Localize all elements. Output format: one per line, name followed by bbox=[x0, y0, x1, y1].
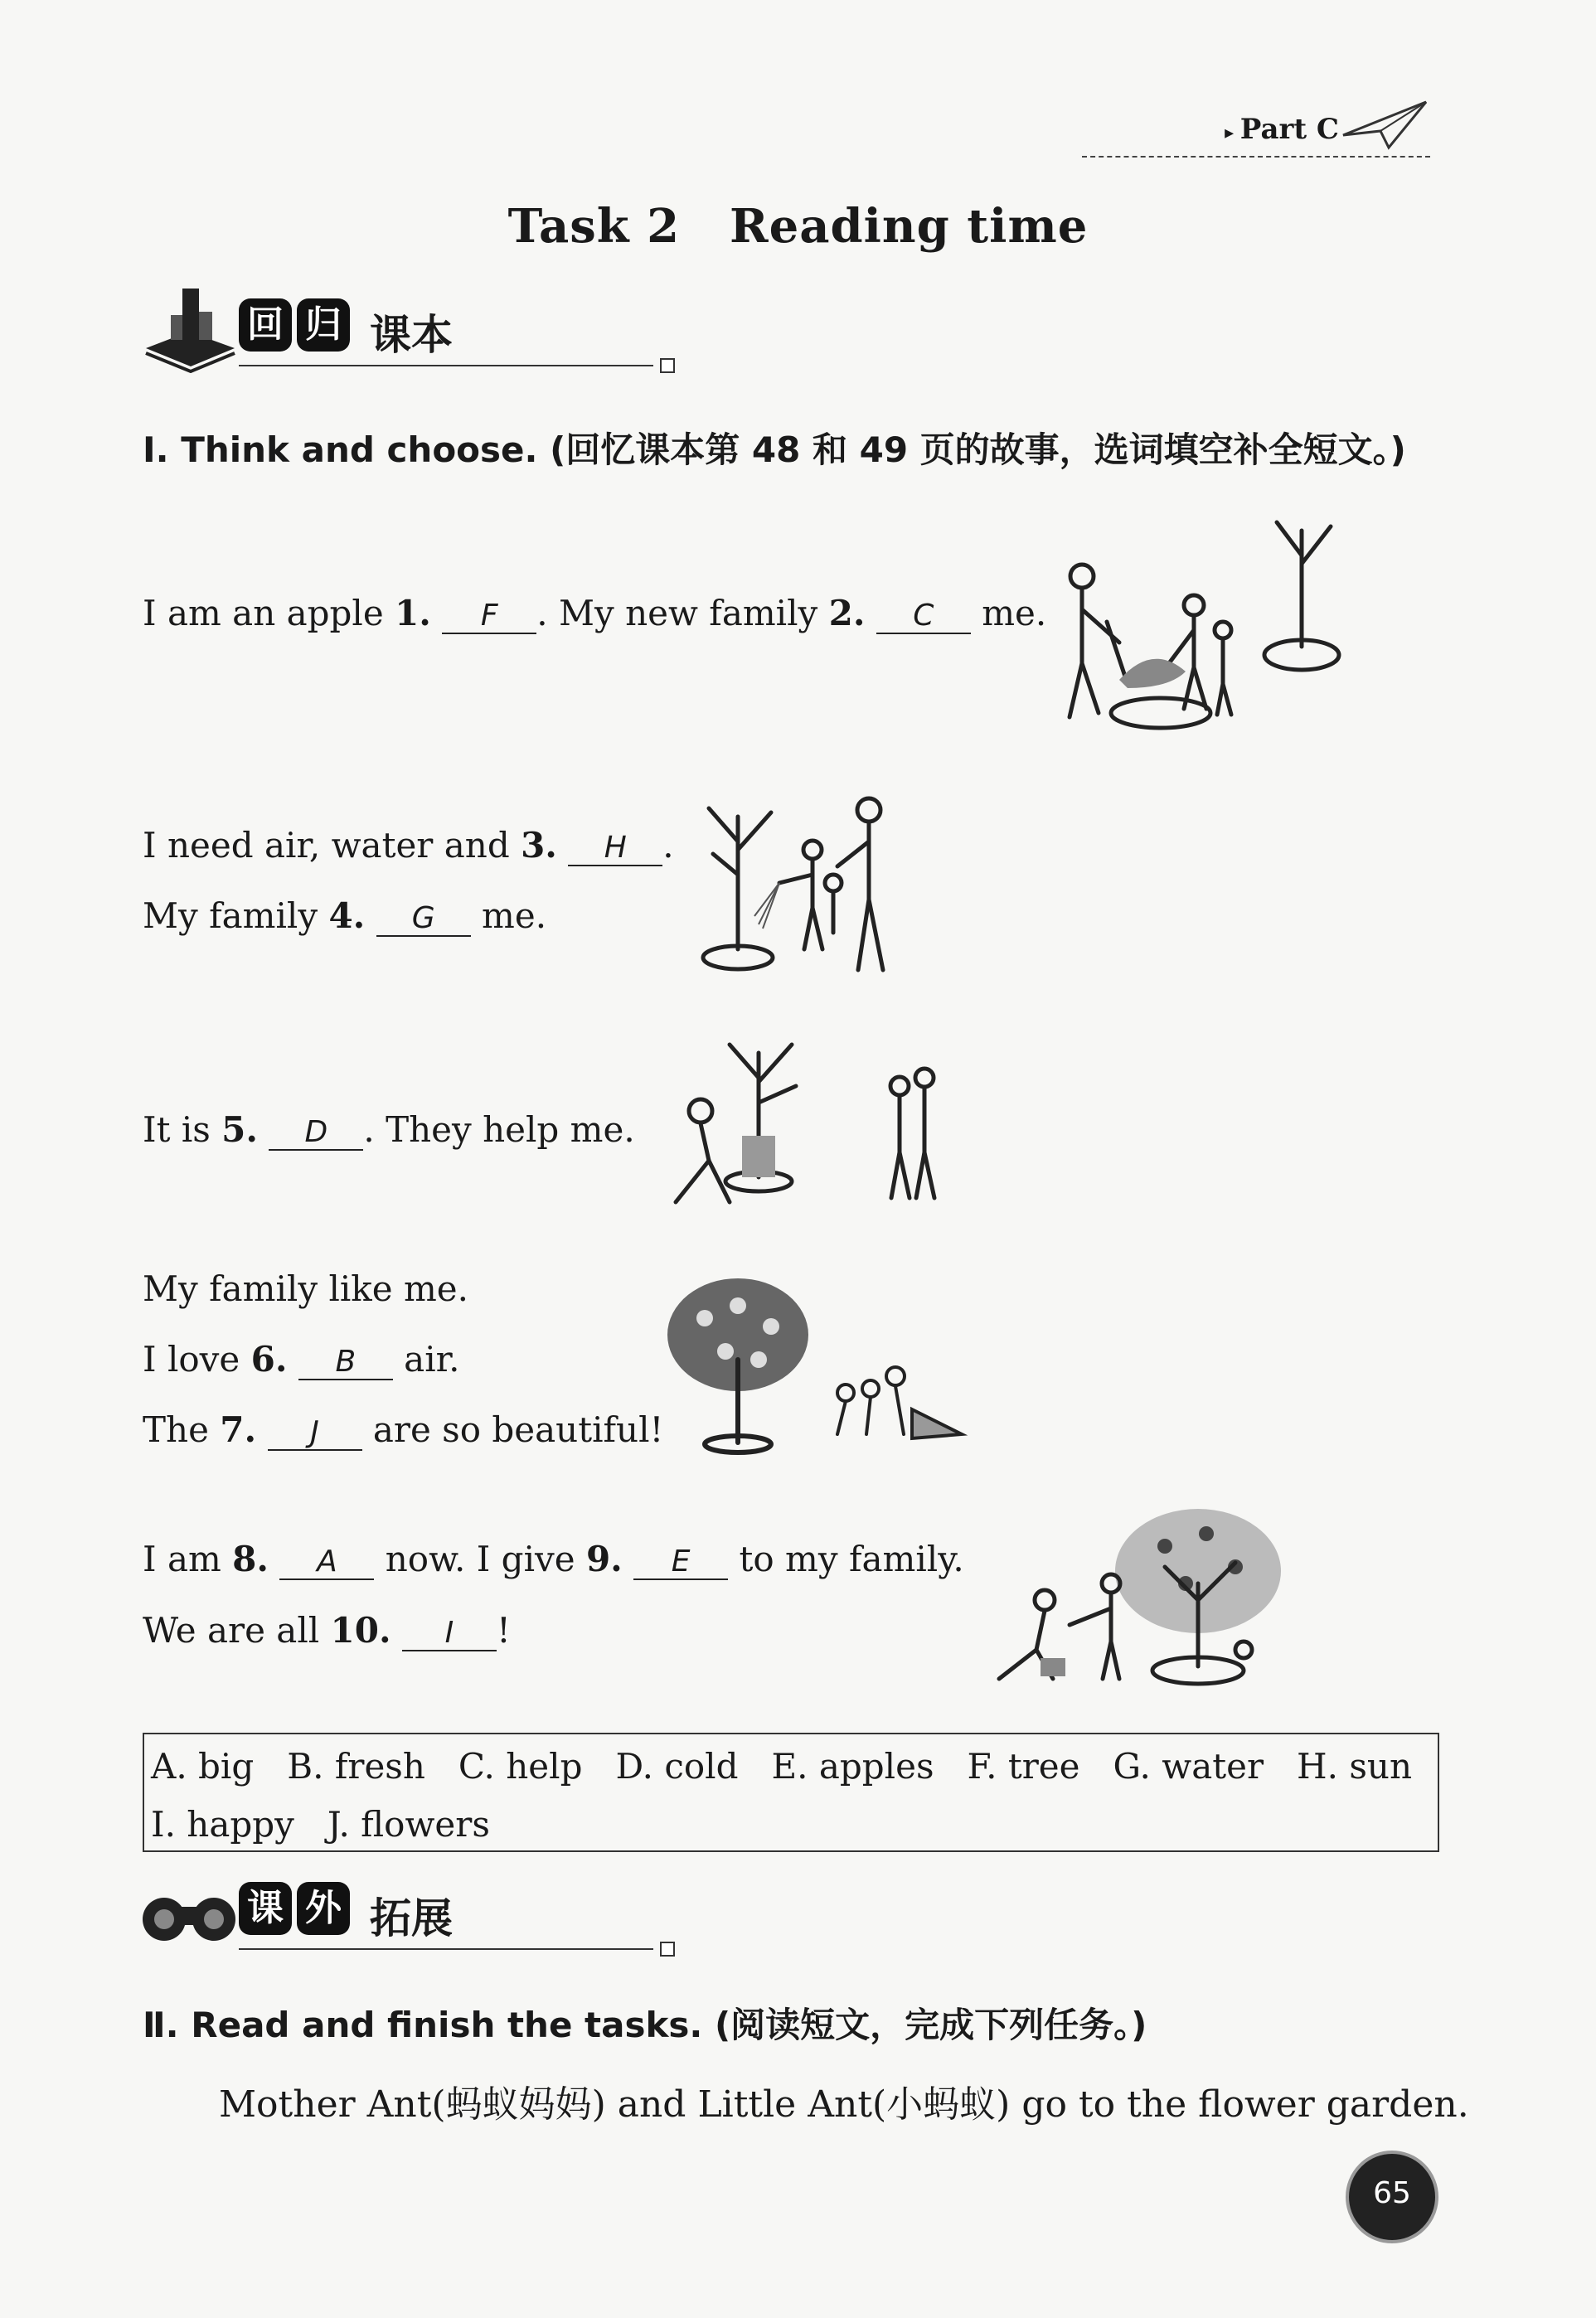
option-c: C. help bbox=[458, 1746, 583, 1787]
option-b: B. fresh bbox=[287, 1746, 425, 1787]
badge-square-icon bbox=[660, 1942, 675, 1957]
badge-char: 回 bbox=[239, 298, 292, 352]
blank-number: 7. bbox=[220, 1409, 257, 1450]
text: I am an apple bbox=[143, 593, 395, 633]
text: The bbox=[143, 1409, 221, 1450]
text: I need air, water and bbox=[143, 825, 521, 866]
badge-word: 课本 bbox=[370, 311, 453, 359]
header-rule bbox=[1082, 156, 1430, 158]
text: I am bbox=[143, 1539, 233, 1579]
blank-number: 5. bbox=[221, 1109, 259, 1150]
badge-char: 外 bbox=[297, 1882, 350, 1935]
text: . My new family bbox=[536, 593, 829, 633]
text: to my family. bbox=[728, 1539, 964, 1579]
text: . bbox=[662, 825, 674, 866]
story-line-3 bbox=[143, 895, 546, 937]
blank-number: 2. bbox=[828, 593, 866, 633]
text: We are all bbox=[143, 1610, 331, 1651]
badge-square-icon bbox=[660, 358, 675, 373]
story-line-2 bbox=[143, 825, 674, 866]
answer-blank-3[interactable]: H bbox=[568, 832, 662, 866]
apple-tree-family-illustration bbox=[987, 1501, 1285, 1691]
badge-chars bbox=[239, 1882, 350, 1935]
blank-number: 10. bbox=[330, 1610, 391, 1651]
text: I love bbox=[143, 1339, 251, 1380]
badge-char: 课 bbox=[239, 1882, 292, 1935]
option-i: I. happy bbox=[151, 1804, 294, 1845]
task-number: Task 2 bbox=[507, 199, 681, 254]
story-line-8 bbox=[143, 1539, 964, 1580]
page-number: 65 bbox=[1346, 2151, 1438, 2243]
blossom-tree-illustration bbox=[655, 1268, 970, 1459]
option-g: G. water bbox=[1113, 1746, 1264, 1787]
word-bank-row-2 bbox=[151, 1804, 523, 1845]
building-book-icon bbox=[139, 282, 239, 373]
answer-blank-7[interactable]: J bbox=[268, 1416, 362, 1451]
watering-tree-illustration bbox=[680, 792, 929, 982]
text: now. I give bbox=[374, 1539, 586, 1579]
text: . They help me. bbox=[363, 1109, 635, 1150]
paper-plane-icon bbox=[1339, 98, 1430, 156]
page-title bbox=[0, 199, 1596, 254]
badge-underline bbox=[239, 365, 653, 366]
story-line-9 bbox=[143, 1610, 511, 1651]
answer-blank-8[interactable]: A bbox=[279, 1545, 374, 1580]
blank-number: 6. bbox=[250, 1339, 288, 1380]
text: ! bbox=[496, 1610, 511, 1651]
answer-blank-10[interactable]: I bbox=[402, 1617, 497, 1651]
option-d: D. cold bbox=[615, 1746, 739, 1787]
option-j: J. flowers bbox=[327, 1804, 490, 1845]
badge-underline bbox=[239, 1948, 653, 1950]
text: me. bbox=[970, 593, 1047, 633]
reading-paragraph: Mother Ant(蚂蚁妈妈) and Little Ant(小蚂蚁) go to the flower garden. bbox=[219, 2083, 1469, 2126]
answer-blank-6[interactable]: B bbox=[298, 1346, 393, 1380]
story-line-4 bbox=[143, 1109, 635, 1151]
winter-tree-illustration bbox=[651, 1036, 966, 1210]
answer-blank-9[interactable]: E bbox=[633, 1545, 728, 1580]
badge-char: 归 bbox=[297, 298, 350, 352]
text: It is bbox=[143, 1109, 222, 1150]
text: air. bbox=[392, 1339, 460, 1380]
story-line-1 bbox=[143, 593, 1046, 634]
option-e: E. apples bbox=[771, 1746, 934, 1787]
blank-number: 3. bbox=[521, 825, 557, 866]
story-line-7 bbox=[143, 1409, 663, 1451]
story-line-6 bbox=[143, 1339, 459, 1380]
part-header bbox=[1082, 106, 1430, 164]
blank-number: 1. bbox=[395, 593, 431, 633]
answer-blank-2[interactable]: C bbox=[876, 599, 971, 634]
part-label: ▸ Part C bbox=[1225, 113, 1339, 146]
planting-tree-illustration bbox=[1045, 497, 1360, 738]
section-badge-review bbox=[139, 282, 686, 373]
section-badge-extension bbox=[139, 1865, 686, 1957]
answer-blank-5[interactable]: D bbox=[269, 1116, 363, 1151]
task-name: Reading time bbox=[730, 199, 1089, 254]
story-line-5: My family like me. bbox=[143, 1268, 468, 1309]
text: me. bbox=[470, 895, 547, 936]
badge-word: 拓展 bbox=[370, 1894, 453, 1942]
option-h: H. sun bbox=[1297, 1746, 1413, 1787]
text: are so beautiful! bbox=[361, 1409, 664, 1450]
word-bank-row-1 bbox=[151, 1746, 1445, 1787]
section2-heading: Ⅱ. Read and finish the tasks. (阅读短文，完成下列任务。) bbox=[143, 2005, 1147, 2045]
badge-chars bbox=[239, 298, 350, 352]
section1-heading: Ⅰ. Think and choose. (回忆课本第 48 和 49 页的故事，选词填空补全短文。) bbox=[143, 429, 1406, 470]
option-a: A. big bbox=[151, 1746, 255, 1787]
blank-number: 4. bbox=[328, 895, 366, 936]
binoculars-icon bbox=[139, 1865, 239, 1957]
blank-number: 8. bbox=[232, 1539, 269, 1579]
word-bank bbox=[143, 1733, 1439, 1852]
answer-blank-4[interactable]: G bbox=[376, 902, 471, 937]
answer-blank-1[interactable]: F bbox=[442, 599, 536, 634]
option-f: F. tree bbox=[967, 1746, 1080, 1787]
blank-number: 9. bbox=[585, 1539, 623, 1579]
text: My family bbox=[143, 895, 329, 936]
